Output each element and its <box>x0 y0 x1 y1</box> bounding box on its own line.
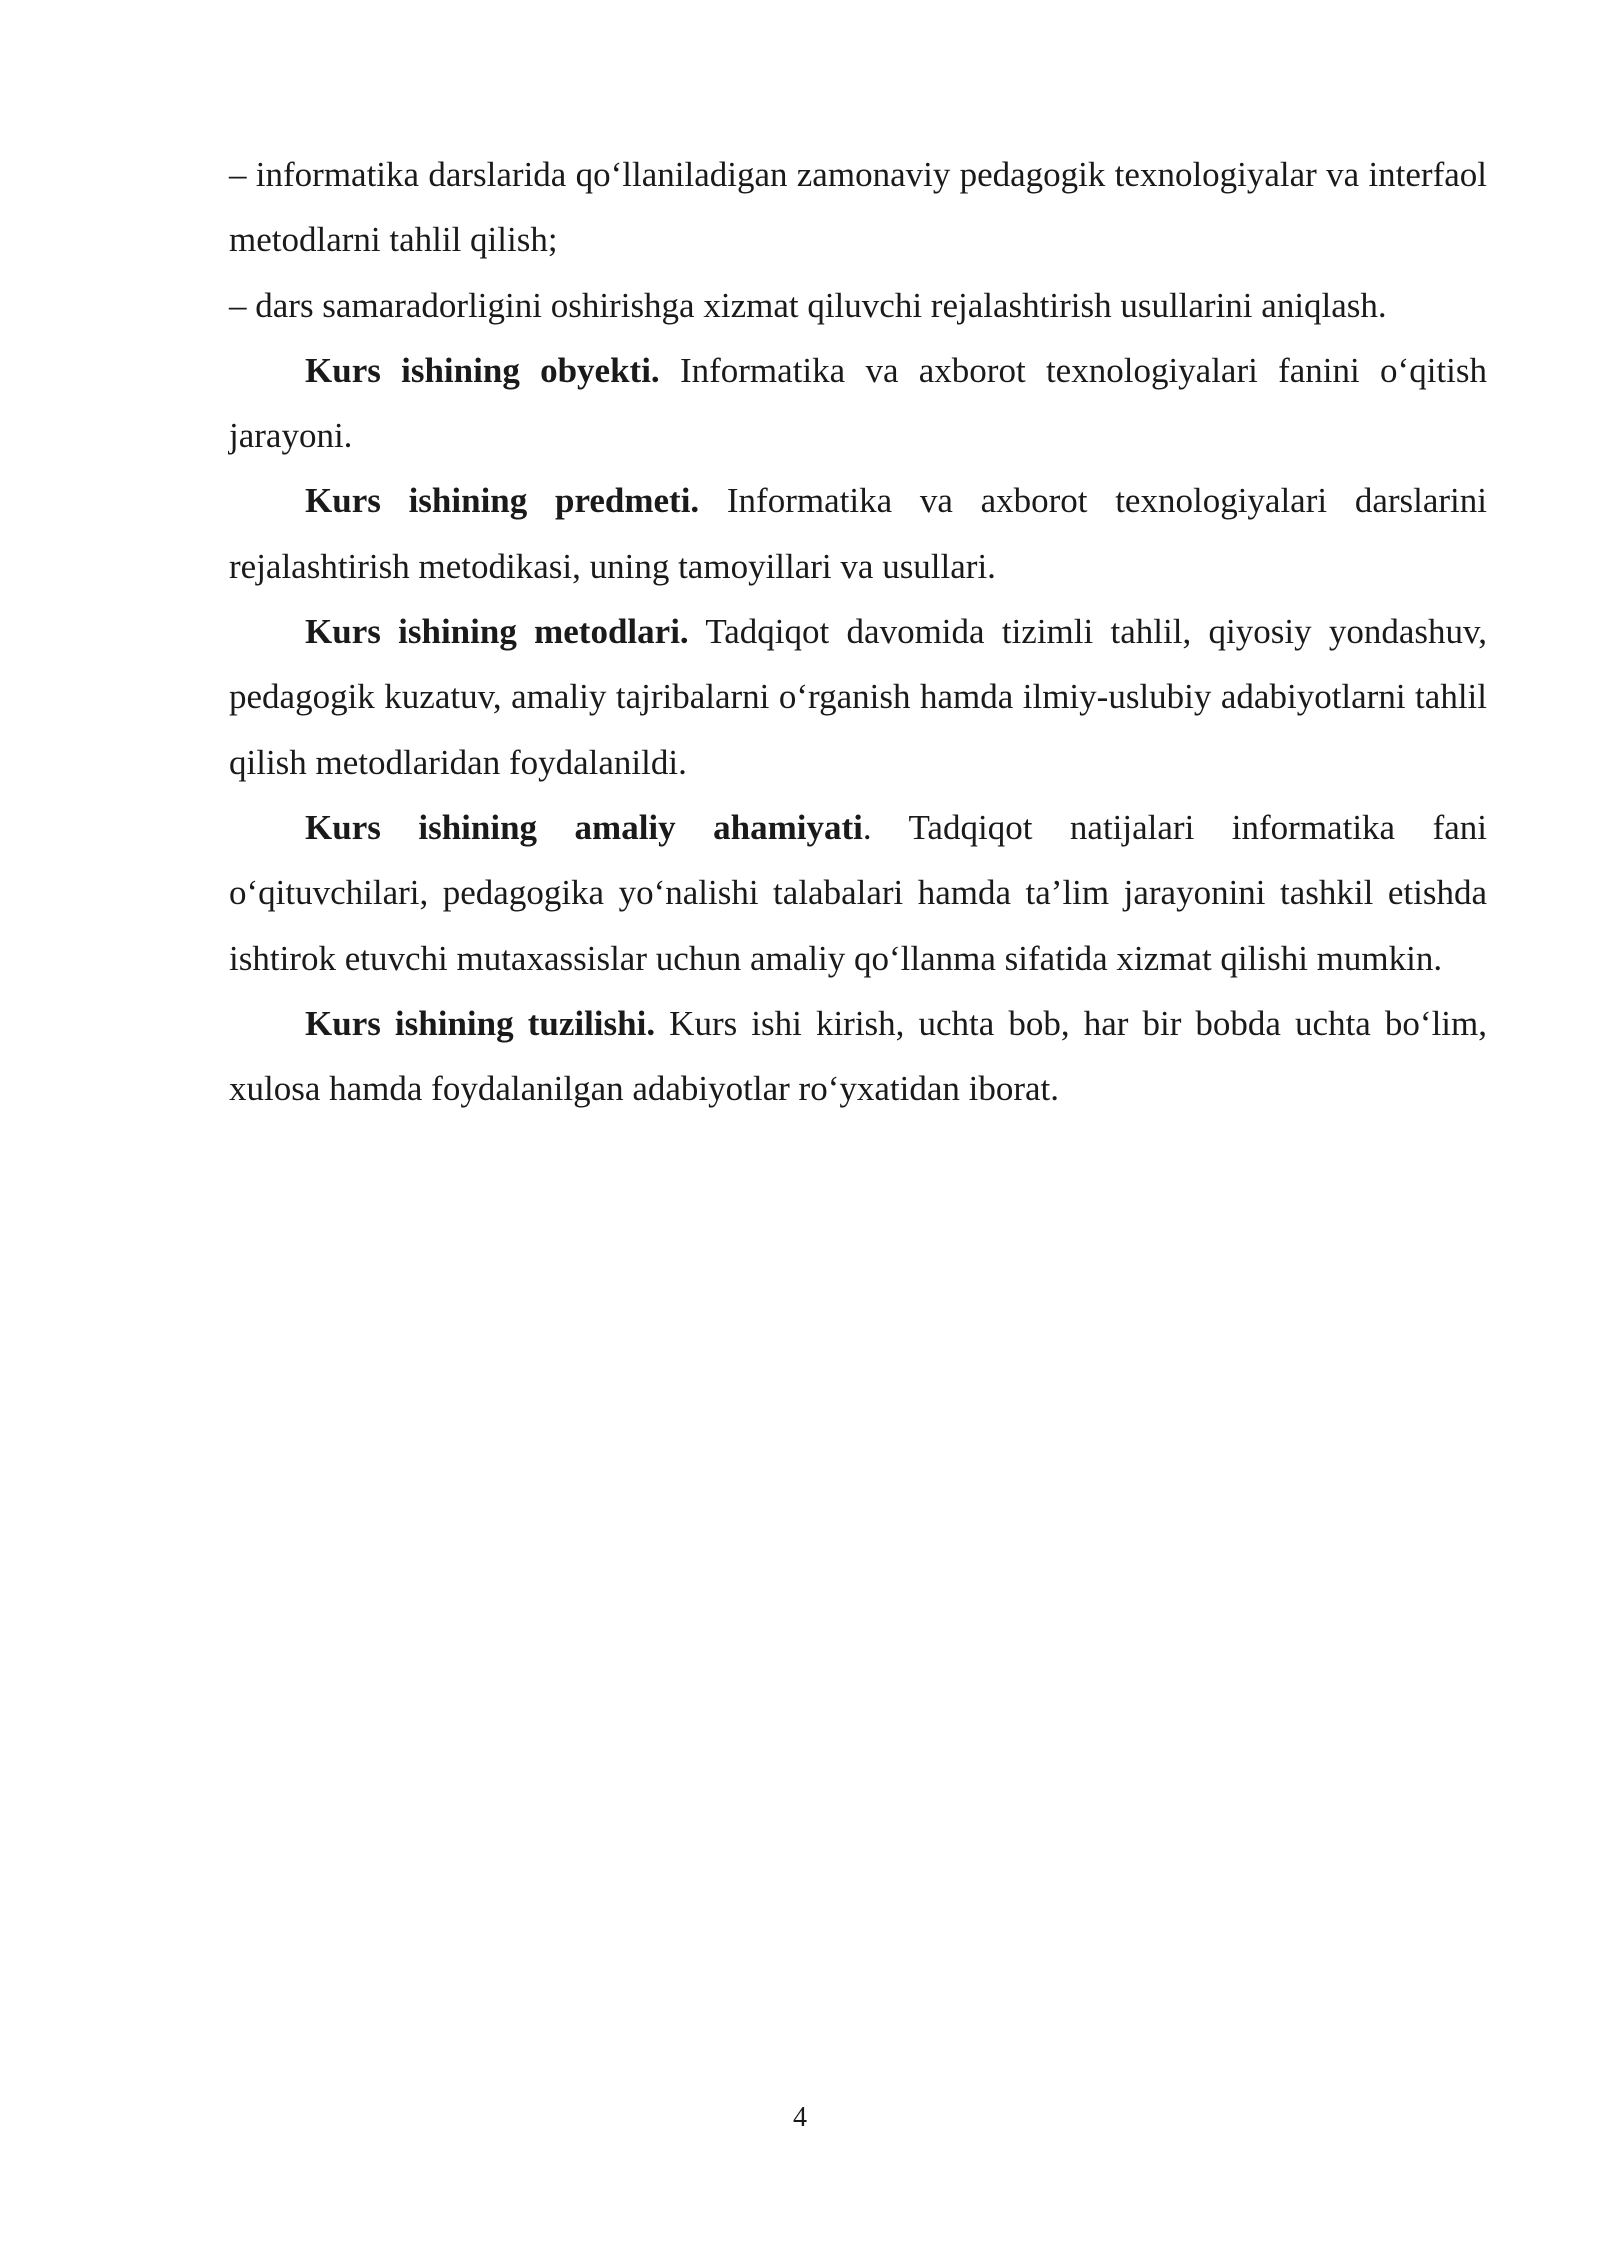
section-object <box>229 338 1487 469</box>
section-heading: Kurs ishining amaliy ahamiyati <box>305 807 863 847</box>
section-structure <box>229 991 1487 1122</box>
bullet-text: – informatika darslarida qo‘llaniladigan zamonaviy pedagogik texnologiyalar va interfaol metodlarni tahlil qilish; <box>229 155 1487 260</box>
section-heading: Kurs ishining obyekti. <box>305 350 660 390</box>
section-heading: Kurs ishining metodlari. <box>305 612 689 652</box>
section-text: Informatika va axborot texnologiyalari fanini o‘qitish jarayoni. <box>229 350 1487 456</box>
bullet-item-technologies <box>229 142 1487 273</box>
page-number: 4 <box>793 2102 807 2133</box>
section-subject <box>229 468 1487 599</box>
section-text: . Tadqiqot natijalari informatika fani o‘qituvchilari, pedagogika yo‘nalishi talabalari hamda ta’lim jarayonini tashkil etishda ishtirok etuvchi mutaxassislar uchun amaliy qo‘llanma sifatida xizmat qilishi mumkin. <box>229 807 1487 978</box>
bullet-item-planning-methods <box>229 273 1487 338</box>
section-text: Kurs ishi kirish, uchta bob, har bir bobda uchta bo‘lim, xulosa hamda foydalanilgan adabiyotlar ro‘yxatidan iborat. <box>229 1003 1488 1109</box>
section-text: Informatika va axborot texnologiyalari darslarini rejalashtirish metodikasi, uning tamoyillari va usullari. <box>229 481 1487 586</box>
bullet-text: – dars samaradorligini oshirishga xizmat qiluvchi rejalashtirish usullarini aniqlash. <box>229 285 1387 325</box>
section-text: Tadqiqot davomida tizimli tahlil, qiyosiy yondashuv, pedagogik kuzatuv, amaliy tajribalarni o‘rganish hamda ilmiy-uslubiy adabiyotlarni tahlil qilish metodlaridan foydalanildi. <box>229 612 1487 782</box>
document-body <box>229 142 1487 1121</box>
section-heading: Kurs ishining tuzilishi. <box>305 1003 656 1043</box>
section-methods <box>229 599 1487 795</box>
section-practical-significance <box>229 795 1487 991</box>
section-heading: Kurs ishining predmeti. <box>305 481 700 521</box>
